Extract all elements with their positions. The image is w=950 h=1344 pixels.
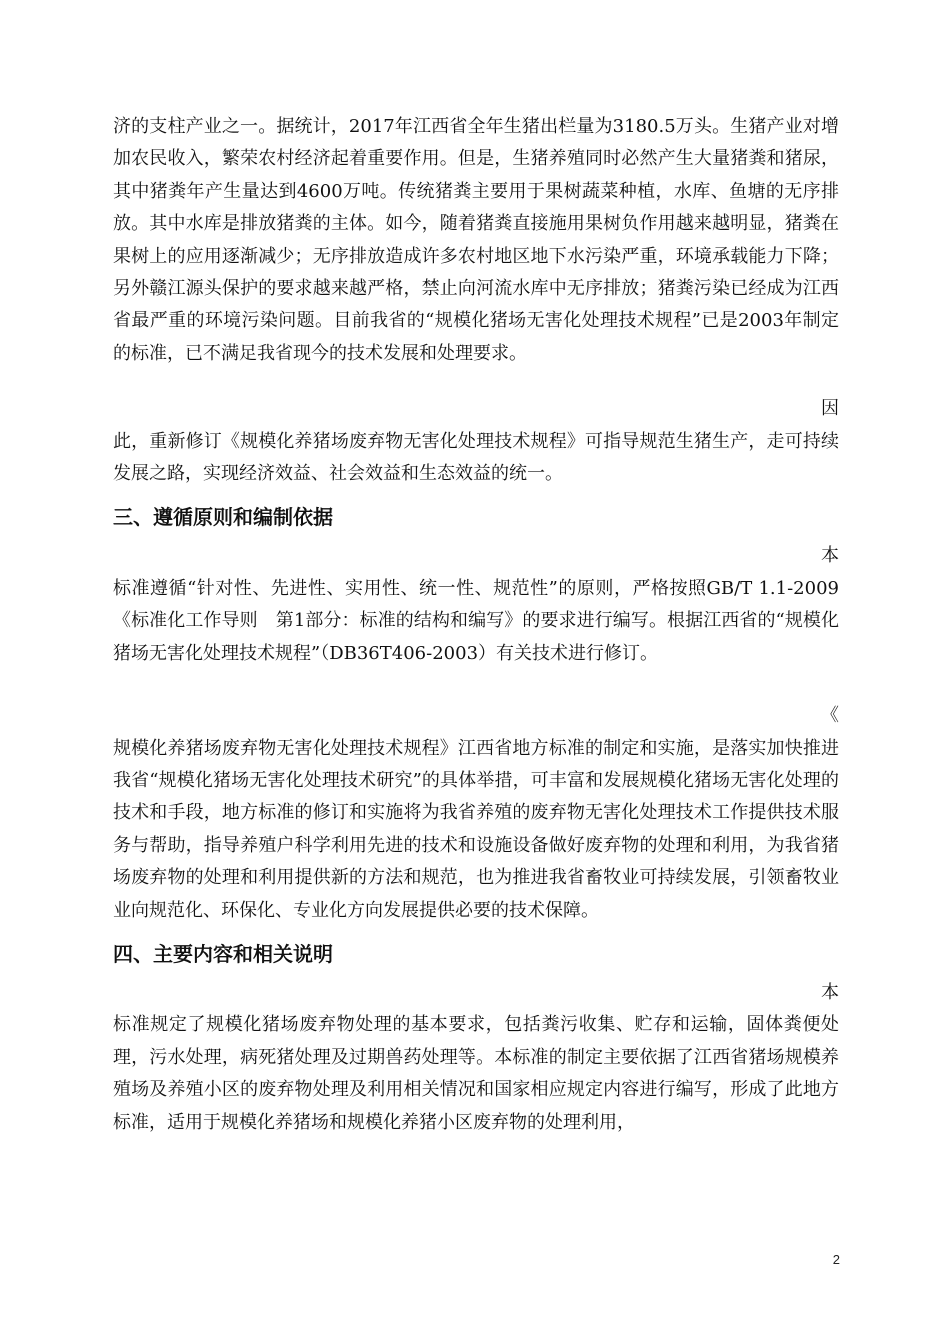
paragraph-lead-char: 本: [821, 981, 839, 1003]
paragraph-main-content: 标准规定了规模化猪场废弃物处理的基本要求，包括粪污收集、贮存和运输，固体粪便处理，污水处理，病死猪处理及过期兽药处理等。本标准的制定主要依据了江西省猪场规模养殖场及养殖小区的废弃物处理及利用相关情况和国家相应规定内容进行编写，形成了此地方标准，适用于规模化养猪场和规模化养猪小区废弃物的处理利用，: [113, 1014, 839, 1133]
section-heading-principles: 三、遵循原则和编制依据: [113, 505, 333, 530]
paragraph-revision-purpose: 此，重新修订《规模化养猪场废弃物无害化处理技术规程》可指导规范生猪生产，走可持续发展之路，实现经济效益、社会效益和生态效益的统一。: [113, 430, 839, 485]
document-body: [113, 111, 839, 1139]
paragraph-significance: 规模化养猪场废弃物无害化处理技术规程》江西省地方标准的制定和实施，是落实加快推进我省“规模化猪场无害化处理技术研究”的具体举措，可丰富和发展规模化猪场无害化处理的技术和手段，地方标准的修订和实施将为我省养殖的废弃物无害化处理技术工作提供技术服务与帮助，指导养殖户科学利用先进的技术和设施设备做好废弃物的处理和利用，为我省猪场废弃物的处理和利用提供新的方法和规范，也为推进我省畜牧业可持续发展，引领畜牧业业向规范化、环保化、专业化方向发展提供必要的技术保障。: [113, 737, 839, 921]
paragraph-lead-char: 本: [821, 545, 839, 567]
paragraph-pig-industry-background: 济的支柱产业之一。据统计，2017年江西省全年生猪出栏量为3180.5万头。生猪产业对增加农民收入，繁荣农村经济起着重要作用。但是，生猪养殖同时必然产生大量猪粪和猪尿，其中猪粪年产生量达到4600万吨。传统猪粪主要用于果树蔬菜种植，水库、鱼塘的无序排放。其中水库是排放猪粪的主体。如今，随着猪粪直接施用果树负作用越来越明显，猪粪在果树上的应用逐渐减少；无序排放造成许多农村地区地下水污染严重，环境承载能力下降；另外赣江源头保护的要求越来越严格，禁止向河流水库中无序排放；猪粪污染已经成为江西省最严重的环境污染问题。目前我省的“规模化猪场无害化处理技术规程”已是2003年制定的标准，已不满足我省现今的技术发展和处理要求。: [113, 116, 839, 364]
paragraph-lead-char: 《: [821, 705, 839, 727]
paragraph-lead-char: 因: [821, 398, 839, 420]
page-number: 2: [832, 1252, 840, 1267]
section-heading-main-content: 四、主要内容和相关说明: [113, 941, 333, 966]
paragraph-principles: 标准遵循“针对性、先进性、实用性、统一性、规范性”的原则，严格按照GB/T 1.1-2009《标准化工作导则 第1部分：标准的结构和编写》的要求进行编写。根据江西省的“规模化猪场无害化处理技术规程”（DB36T406-2003）有关技术进行修订。: [113, 577, 839, 664]
